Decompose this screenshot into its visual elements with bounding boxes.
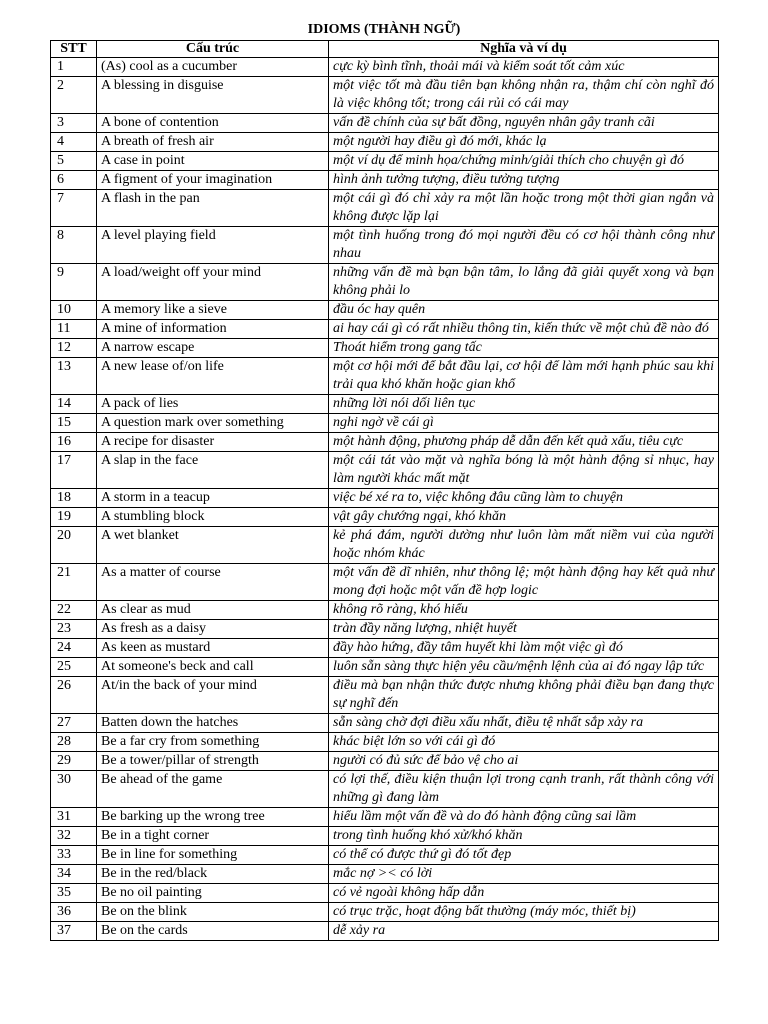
row-structure: A bone of contention [97, 114, 329, 133]
table-row [51, 152, 719, 171]
row-meaning: có trục trặc, hoạt động bất thường (máy móc, thiết bị) [329, 903, 719, 922]
row-meaning: một cái gì đó chỉ xảy ra một lần hoặc trong một thời gian ngắn và không được lặp lại [329, 190, 719, 227]
row-structure: A recipe for disaster [97, 433, 329, 452]
row-stt: 28 [51, 733, 97, 752]
row-structure: As fresh as a daisy [97, 620, 329, 639]
row-meaning: kẻ phá đám, người dường như luôn làm mất niềm vui của người hoặc nhóm khác [329, 527, 719, 564]
row-meaning: khác biệt lớn so với cái gì đó [329, 733, 719, 752]
table-row [51, 903, 719, 922]
table-row [51, 301, 719, 320]
row-structure: Be ahead of the game [97, 771, 329, 808]
row-structure: A breath of fresh air [97, 133, 329, 152]
row-stt: 18 [51, 489, 97, 508]
row-structure: Be on the blink [97, 903, 329, 922]
row-stt: 23 [51, 620, 97, 639]
row-meaning: việc bé xé ra to, việc không đâu cũng làm to chuyện [329, 489, 719, 508]
table-row [51, 171, 719, 190]
row-stt: 21 [51, 564, 97, 601]
row-structure: As keen as mustard [97, 639, 329, 658]
table-row [51, 358, 719, 395]
row-stt: 2 [51, 77, 97, 114]
table-row [51, 320, 719, 339]
row-stt: 4 [51, 133, 97, 152]
row-structure: Batten down the hatches [97, 714, 329, 733]
row-meaning: không rõ ràng, khó hiểu [329, 601, 719, 620]
table-row [51, 527, 719, 564]
row-meaning: Thoát hiểm trong gang tấc [329, 339, 719, 358]
row-structure: At someone's beck and call [97, 658, 329, 677]
row-stt: 20 [51, 527, 97, 564]
row-stt: 26 [51, 677, 97, 714]
table-row [51, 339, 719, 358]
row-meaning: một người hay điều gì đó mới, khác lạ [329, 133, 719, 152]
table-row [51, 827, 719, 846]
row-meaning: vật gây chướng ngại, khó khăn [329, 508, 719, 527]
row-stt: 24 [51, 639, 97, 658]
row-stt: 13 [51, 358, 97, 395]
row-structure: A mine of information [97, 320, 329, 339]
row-meaning: hiểu lầm một vấn đề và do đó hành động cũng sai lầm [329, 808, 719, 827]
row-meaning: người có đủ sức để bảo vệ cho ai [329, 752, 719, 771]
table-row [51, 114, 719, 133]
table-row [51, 58, 719, 77]
row-stt: 30 [51, 771, 97, 808]
row-stt: 29 [51, 752, 97, 771]
row-meaning: hình ảnh tưởng tượng, điều tưởng tượng [329, 171, 719, 190]
row-meaning: ai hay cái gì có rất nhiều thông tin, kiến thức về một chủ đề nào đó [329, 320, 719, 339]
row-structure: Be in line for something [97, 846, 329, 865]
row-stt: 5 [51, 152, 97, 171]
table-row [51, 414, 719, 433]
table-row [51, 733, 719, 752]
row-meaning: trong tình huống khó xử/khó khăn [329, 827, 719, 846]
row-meaning: những lời nói dối liên tục [329, 395, 719, 414]
row-stt: 12 [51, 339, 97, 358]
table-row [51, 771, 719, 808]
row-stt: 32 [51, 827, 97, 846]
row-structure: Be a tower/pillar of strength [97, 752, 329, 771]
table-row [51, 190, 719, 227]
row-structure: As clear as mud [97, 601, 329, 620]
table-row [51, 227, 719, 264]
table-row [51, 395, 719, 414]
row-stt: 34 [51, 865, 97, 884]
row-structure: A flash in the pan [97, 190, 329, 227]
row-structure: A case in point [97, 152, 329, 171]
row-meaning: sẵn sàng chờ đợi điều xấu nhất, điều tệ nhất sắp xảy ra [329, 714, 719, 733]
table-row [51, 658, 719, 677]
row-meaning: vấn đề chính của sự bất đồng, nguyên nhân gây tranh cãi [329, 114, 719, 133]
row-stt: 8 [51, 227, 97, 264]
row-meaning: dễ xảy ra [329, 922, 719, 941]
row-meaning: một cái tát vào mặt và nghĩa bóng là một hành động sỉ nhục, hay làm người khác mất mặt [329, 452, 719, 489]
row-stt: 37 [51, 922, 97, 941]
row-structure: A wet blanket [97, 527, 329, 564]
row-meaning: có thể có được thứ gì đó tốt đẹp [329, 846, 719, 865]
row-stt: 10 [51, 301, 97, 320]
row-stt: 9 [51, 264, 97, 301]
table-row [51, 884, 719, 903]
row-structure: A level playing field [97, 227, 329, 264]
row-stt: 6 [51, 171, 97, 190]
row-structure: At/in the back of your mind [97, 677, 329, 714]
table-row [51, 808, 719, 827]
row-structure: A narrow escape [97, 339, 329, 358]
row-stt: 7 [51, 190, 97, 227]
row-stt: 33 [51, 846, 97, 865]
row-structure: A blessing in disguise [97, 77, 329, 114]
row-structure: Be barking up the wrong tree [97, 808, 329, 827]
row-stt: 16 [51, 433, 97, 452]
row-structure: Be in the red/black [97, 865, 329, 884]
row-meaning: một tình huống trong đó mọi người đều có cơ hội thành công như nhau [329, 227, 719, 264]
row-meaning: đầu óc hay quên [329, 301, 719, 320]
table-row [51, 489, 719, 508]
row-structure: A stumbling block [97, 508, 329, 527]
row-meaning: tràn đầy năng lượng, nhiệt huyết [329, 620, 719, 639]
row-structure: Be on the cards [97, 922, 329, 941]
row-structure: Be in a tight corner [97, 827, 329, 846]
table-row [51, 846, 719, 865]
header-structure: Cấu trúc [97, 41, 329, 58]
table-row [51, 922, 719, 941]
header-stt: STT [51, 41, 97, 58]
table-row [51, 714, 719, 733]
row-structure: A memory like a sieve [97, 301, 329, 320]
row-stt: 1 [51, 58, 97, 77]
table-header-row [51, 41, 719, 58]
row-stt: 36 [51, 903, 97, 922]
row-meaning: một ví dụ để minh họa/chứng minh/giải thích cho chuyện gì đó [329, 152, 719, 171]
table-row [51, 620, 719, 639]
row-meaning: có vẻ ngoài không hấp dẫn [329, 884, 719, 903]
row-meaning: cực kỳ bình tĩnh, thoải mái và kiểm soát tốt cảm xúc [329, 58, 719, 77]
row-structure: As a matter of course [97, 564, 329, 601]
row-meaning: một việc tốt mà đầu tiên bạn không nhận ra, thậm chí còn nghĩ đó là việc không tốt; trong cái rủi có cái may [329, 77, 719, 114]
table-row [51, 865, 719, 884]
row-meaning: luôn sẵn sàng thực hiện yêu cầu/mệnh lệnh của ai đó ngay lập tức [329, 658, 719, 677]
row-stt: 31 [51, 808, 97, 827]
row-stt: 11 [51, 320, 97, 339]
table-row [51, 508, 719, 527]
table-row [51, 639, 719, 658]
table-row [51, 452, 719, 489]
row-meaning: điều mà bạn nhận thức được nhưng không phải điều bạn đang thực sự nghĩ đến [329, 677, 719, 714]
row-structure: A question mark over something [97, 414, 329, 433]
row-structure: A load/weight off your mind [97, 264, 329, 301]
row-meaning: đầy hào hứng, đầy tâm huyết khi làm một việc gì đó [329, 639, 719, 658]
row-meaning: một hành động, phương pháp dễ dẫn đến kết quả xấu, tiêu cực [329, 433, 719, 452]
row-structure: (As) cool as a cucumber [97, 58, 329, 77]
table-row [51, 77, 719, 114]
table-row [51, 564, 719, 601]
idioms-table [50, 40, 719, 941]
row-stt: 27 [51, 714, 97, 733]
row-stt: 35 [51, 884, 97, 903]
table-row [51, 433, 719, 452]
row-stt: 25 [51, 658, 97, 677]
row-structure: A pack of lies [97, 395, 329, 414]
table-row [51, 677, 719, 714]
table-row [51, 264, 719, 301]
header-meaning: Nghĩa và ví dụ [329, 41, 719, 58]
row-stt: 14 [51, 395, 97, 414]
page-title: IDIOMS (THÀNH NGỮ) [307, 22, 461, 37]
row-stt: 17 [51, 452, 97, 489]
row-stt: 15 [51, 414, 97, 433]
table-row [51, 601, 719, 620]
row-structure: A storm in a teacup [97, 489, 329, 508]
row-meaning: một vấn đề dĩ nhiên, như thông lệ; một hành động hay kết quả như mong đợi hoặc một vấn đề hợp logic [329, 564, 719, 601]
row-structure: A figment of your imagination [97, 171, 329, 190]
table-row [51, 133, 719, 152]
row-structure: Be a far cry from something [97, 733, 329, 752]
row-structure: Be no oil painting [97, 884, 329, 903]
row-meaning: nghi ngờ về cái gì [329, 414, 719, 433]
row-structure: A new lease of/on life [97, 358, 329, 395]
row-meaning: một cơ hội mới để bắt đầu lại, cơ hội để làm mới hạnh phúc sau khi trải qua khó khăn hoặc gian khổ [329, 358, 719, 395]
table-row [51, 752, 719, 771]
row-meaning: những vấn đề mà bạn bận tâm, lo lắng đã giải quyết xong và bạn không phải lo [329, 264, 719, 301]
row-stt: 22 [51, 601, 97, 620]
row-meaning: mắc nợ >< có lời [329, 865, 719, 884]
row-stt: 3 [51, 114, 97, 133]
row-structure: A slap in the face [97, 452, 329, 489]
document-page [50, 20, 718, 941]
row-meaning: có lợi thế, điều kiện thuận lợi trong cạnh tranh, rất thành công với những gì đang làm [329, 771, 719, 808]
row-stt: 19 [51, 508, 97, 527]
